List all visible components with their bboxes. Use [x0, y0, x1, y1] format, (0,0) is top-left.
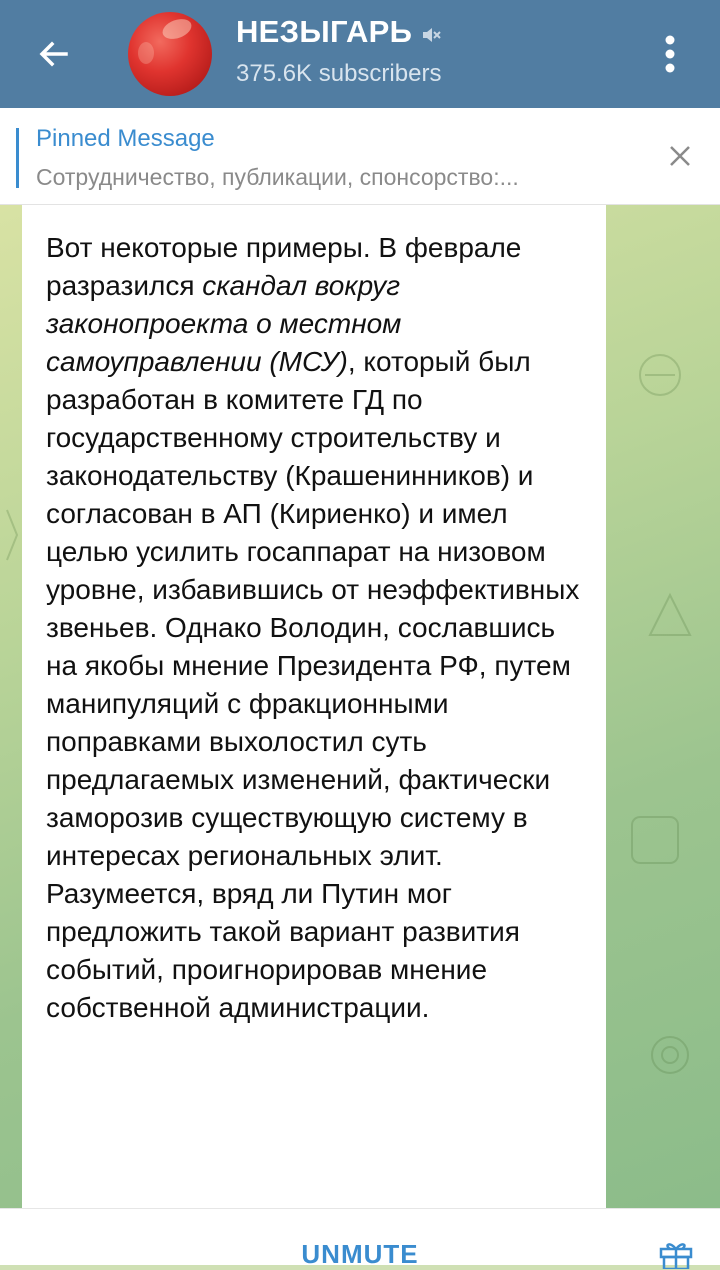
- pinned-title: Pinned Message: [36, 125, 215, 152]
- channel-name: НЕЗЫГАРЬ: [236, 14, 413, 49]
- back-button[interactable]: [22, 22, 86, 86]
- muted-speaker-icon: [420, 24, 442, 46]
- chat-background: [0, 205, 720, 1208]
- gift-icon[interactable]: [658, 1239, 694, 1269]
- subscriber-count: 375.6K subscribers: [236, 60, 442, 87]
- more-options-button[interactable]: [642, 26, 698, 82]
- channel-header: [0, 0, 720, 108]
- pinned-message-bar[interactable]: [0, 108, 720, 205]
- back-arrow-icon: [36, 36, 72, 72]
- message-italic-text: скандал вокруг законопроекта о местном самоуправлении (МСУ): [46, 270, 402, 377]
- pinned-close-button[interactable]: [660, 136, 700, 176]
- bottom-action-bar: [0, 1208, 720, 1269]
- message-bubble[interactable]: [22, 205, 606, 1208]
- pinned-preview: Сотрудничество, публикации, спонсорство:...: [36, 164, 519, 190]
- channel-title-row[interactable]: [236, 14, 442, 50]
- channel-avatar[interactable]: [128, 12, 212, 96]
- unmute-button[interactable]: UNMUTE: [301, 1239, 419, 1269]
- message-text: Вот некоторые примеры. В феврале разразился скандал вокруг законопроекта о местном самоуправлении (МСУ), который был разработан в комитете ГД по государственному строительству и законодательству (Крашенинников) и согласован в АП (Кириенко) и имел целью усилить госаппарат на низовом уровне, избавившись от неэффективных звеньев. Однако Володин, сославшись на якобы мнение Президента РФ, путем манипуляций с фракционными поправками выхолостил суть предлагаемых изменений, фактически заморозив существующую систему в интересах региональных элит. Разумеется, вряд ли Путин мог предложить такой вариант развития событий, проигнорировав мнение собственной администрации.: [46, 232, 580, 1023]
- pinned-indicator: [16, 128, 19, 188]
- more-vertical-icon: [664, 34, 676, 74]
- close-icon: [668, 144, 692, 168]
